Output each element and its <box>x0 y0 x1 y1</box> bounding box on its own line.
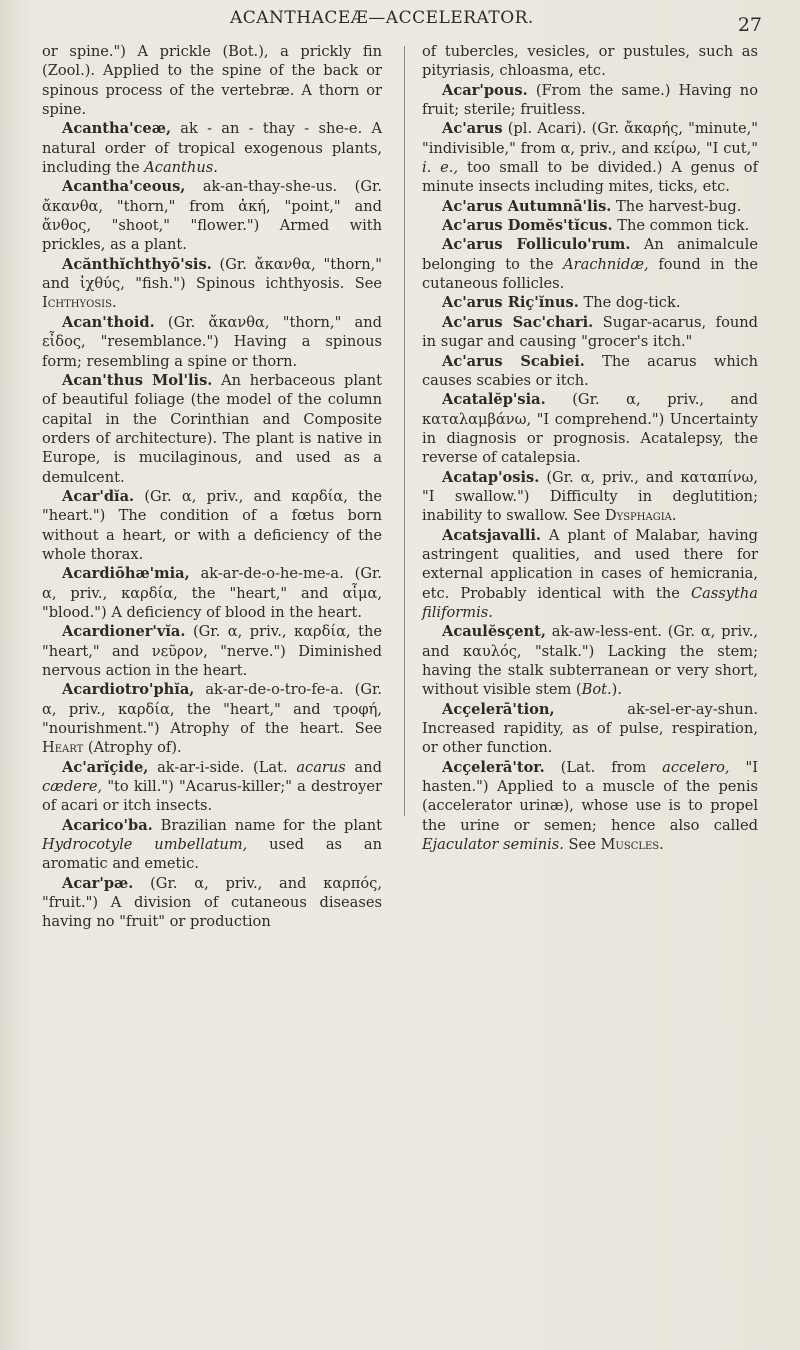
entry-headword: Ac'arus Sac'chari. <box>442 313 594 331</box>
entry-text: An animalcule belonging to the <box>422 236 758 273</box>
entry-acataposis <box>422 468 758 526</box>
page-header <box>0 4 800 34</box>
entry-text: See <box>563 836 601 854</box>
entry-text: (From the same.) Having no fruit; sterile; fruitless. <box>422 81 758 119</box>
entry-headword: Acar'dĭa. <box>62 487 135 505</box>
entry-acanthaceous <box>42 177 382 254</box>
entry-headword: Acardioner'vĭa. <box>62 623 186 641</box>
entry-text: ak-aw-less-ent. (Gr. α, priv., and καυλός, "stalk.") Lacking the stem; having the stalk subterranean or very short, without visible stem ( <box>422 623 758 699</box>
entry-text: "to kill.") "Acarus-killer;" a destroyer of acari or itch insects. <box>42 778 382 815</box>
entry-headword: Acçelerā'tor. <box>442 758 545 776</box>
entry-text: (Gr. ἄκανθα, "thorn," and εἶδος, "resemblance.") Having a spinous form; resembling a spine or thorn. <box>42 313 382 370</box>
entry-text: (Lat. from <box>544 758 663 776</box>
entry-italic: cædere, <box>42 778 103 796</box>
entry-headword: Acantha'ceæ, <box>62 120 172 138</box>
entry-text: An herbaceous plant of beautiful foliage (the model of the column capital in the Corinthian and Composite orders of architecture). The plant is native in Europe, is mucilaginous, and used as a demulcent. <box>42 371 382 486</box>
entry-text: (Gr. α, priv., and καταλαμβάνω, "I comprehend.") Uncertainty in diagnosis or prognosis. Acatalepsy, the reverse of catalepsia. <box>422 391 758 467</box>
entry-text: and <box>345 758 382 776</box>
entry-text: ak-ar-de-o-tro-fe-a. (Gr. α, priv., καρδία, the "heart," and τροφή, "nourishment.") Atrophy of the heart. See <box>42 681 382 738</box>
entry-headword: Acar'pous. <box>442 81 528 99</box>
entry-acardiotrophia <box>42 680 382 757</box>
entry-acanthichthyosis <box>42 255 382 313</box>
entry-text: ak-ar-de-o-he-me-a. (Gr. α, priv., καρδία, the "heart," and αἷμα, "blood.") A deficiency of blood in the heart. <box>42 565 382 621</box>
entry-accelerator <box>422 758 758 855</box>
entry-text: ak-sel-er-ay-shun. Increased rapidity, as of pulse, respiration, or other function. <box>422 700 758 757</box>
entry-text: (Gr. α, priv., and καρδία, the "heart.") The condition of a fœtus born without a heart, or with a deficiency of the whole thorax. <box>42 487 382 563</box>
entry-text: (Gr. α, priv., and καταπίνω, "I swallow.") Difficulty in deglutition; inability to swallow. See <box>422 468 758 525</box>
entry-text: (Gr. ἄκανθα, "thorn," and ἰχθύς, "fish.") Spinous ichthyosis. See <box>42 255 382 293</box>
entry-headword: Acar'pæ. <box>62 874 134 892</box>
entry-text: The dog-tick. <box>578 294 681 312</box>
right-column <box>422 42 758 854</box>
entry-text: (Gr. α, priv., καρδία, the "heart," and νεῦρον, "nerve.") Diminished nervous action in the heart. <box>42 623 382 679</box>
entry-acatalepsia <box>422 390 758 467</box>
entry-acarus-folliculorum <box>422 235 758 293</box>
entry-headword: Acardiotro'phĭa, <box>62 681 195 699</box>
entry-headword: Acan'thoid. <box>62 313 155 331</box>
entry-headword: Acantha'ceous, <box>62 178 186 196</box>
entry-headword: Ac'arus Autumnā'lis. <box>442 197 612 215</box>
entry-text: The common tick. <box>612 217 750 235</box>
entry-acarus-ricinus <box>422 293 758 312</box>
entry-acanthoid <box>42 313 382 371</box>
entry-headword: Ac'arus Scabiei. <box>442 352 585 370</box>
entry-acarus-domesticus <box>422 216 758 235</box>
entry-cross-reference: Muscles. <box>600 836 664 854</box>
entry-italic: acarus <box>296 758 346 776</box>
entry-headword: Ac'arus Domĕs'tĭcus. <box>442 217 613 235</box>
entry-acceleration <box>422 700 758 758</box>
running-head: ACANTHACEÆ—ACCELERATOR. <box>230 8 534 28</box>
entry-cross-reference: Ichthyosis. <box>42 294 117 312</box>
entry-text: found in the cutaneous follicles. <box>422 255 758 293</box>
entry-acanthus-mollis <box>42 371 382 487</box>
entry-headword: Acaulĕsçent, <box>442 623 546 641</box>
entry-headword: Acatsjavalli. <box>442 526 542 544</box>
entry-text: (Gr. α, priv., and καρπός, "fruit.") A division of cutaneous diseases having no "fruit" or production <box>42 874 382 931</box>
entry-acatsjavalli <box>422 526 758 623</box>
entry-headword: Ac'arus Riç'ĭnus. <box>442 294 579 312</box>
entry-italic: accelero, <box>662 758 730 776</box>
entry-acarpous <box>422 81 758 120</box>
page-number: 27 <box>737 14 762 36</box>
column-divider <box>404 46 405 816</box>
entry-headword: Acatap'osis. <box>442 468 540 486</box>
entry-text: or spine.") A prickle (Bot.), a prickly fin (Zool.). Applied to the spine of the back or spinous process of the vertebræ. A thorn or spine. <box>42 43 382 119</box>
entry-italic: Cassytha filiformis. <box>422 584 758 621</box>
entry-acaulescent <box>422 622 758 699</box>
entry-continuation <box>42 42 382 119</box>
entry-text: The harvest-bug. <box>611 197 742 215</box>
entry-text: ak - an - thay - she-e. A natural order of tropical exogenous plants, including the <box>42 120 382 177</box>
entry-text: used as an aromatic and emetic. <box>42 836 382 873</box>
entry-headword: Acatalĕp'sia. <box>442 391 546 409</box>
entry-italic: Bot. <box>581 681 612 699</box>
entry-headword: Acan'thus Mol'lis. <box>62 371 213 389</box>
entry-italic: Ejaculator seminis. <box>422 836 564 854</box>
entry-continuation <box>422 42 758 81</box>
entry-text: The acarus which causes scabies or itch. <box>422 352 758 389</box>
entry-acarpae <box>42 874 382 932</box>
entry-italic: Acanthus. <box>144 159 218 177</box>
entry-italic: i. e., <box>422 159 459 177</box>
entry-acanthaceae <box>42 119 382 177</box>
entry-cross-reference: Dysphagia. <box>604 507 677 525</box>
entry-text: (pl. Acari). (Gr. ἄκαρής, "minute," "indivisible," from α, priv., and κείρω, "I cut," <box>422 120 758 157</box>
entry-text: of tubercles, vesicles, or pustules, such as pityriasis, chloasma, etc. <box>422 43 758 80</box>
entry-headword: Ac'arus <box>442 120 503 138</box>
entry-acaricide <box>42 758 382 816</box>
left-column <box>42 42 382 932</box>
entry-headword: Acănthĭchthyō'sis. <box>62 255 212 273</box>
entry-acarus-scabiei <box>422 352 758 391</box>
entry-cross-reference: Heart <box>42 739 84 757</box>
entry-text: "I hasten.") Applied to a muscle of the penis (accelerator urinæ), whose use is to propel the urine or semen; hence also called <box>422 758 758 834</box>
entry-text: A plant of Malabar, having astringent qualities, and used there for external application in cases of hemicrania, etc. Probably identical with the <box>422 526 758 602</box>
entry-headword: Ac'arus Folliculo'rum. <box>442 236 631 254</box>
entry-headword: Acardiōhæ'mia, <box>62 565 190 583</box>
entry-acarus <box>422 119 758 196</box>
entry-text: Sugar-acarus, found in sugar and causing "grocer's itch." <box>422 313 758 351</box>
entry-acardiohaemia <box>42 564 382 622</box>
entry-text: ak-ar-i-side. (Lat. <box>148 758 297 776</box>
entry-acardionervia <box>42 622 382 680</box>
entry-headword: Acarico'ba. <box>62 816 153 834</box>
entry-acardia <box>42 487 382 564</box>
entry-text: too small to be divided.) A genus of minute insects including mites, ticks, etc. <box>422 159 758 196</box>
entry-text: Brazilian name for the plant <box>152 816 382 834</box>
entry-italic: Arachnidæ, <box>563 255 649 273</box>
entry-italic: Hydrocotyle umbellatum, <box>42 836 248 854</box>
entry-acaricoba <box>42 816 382 874</box>
entry-text: (Atrophy of). <box>83 739 182 757</box>
entry-text: ak-an-thay-she-us. (Gr. ἄκανθα, "thorn," from ἀκή, "point," and ἄνθος, "shoot," "flower.") Armed with prickles, as a plant. <box>42 178 382 254</box>
entry-text: ). <box>611 681 622 699</box>
entry-headword: Acçelerā'tion, <box>442 700 555 718</box>
entry-acarus-sacchari <box>422 313 758 352</box>
entry-headword: Ac'arĭçide, <box>62 758 149 776</box>
entry-acarus-autumnalis <box>422 197 758 216</box>
